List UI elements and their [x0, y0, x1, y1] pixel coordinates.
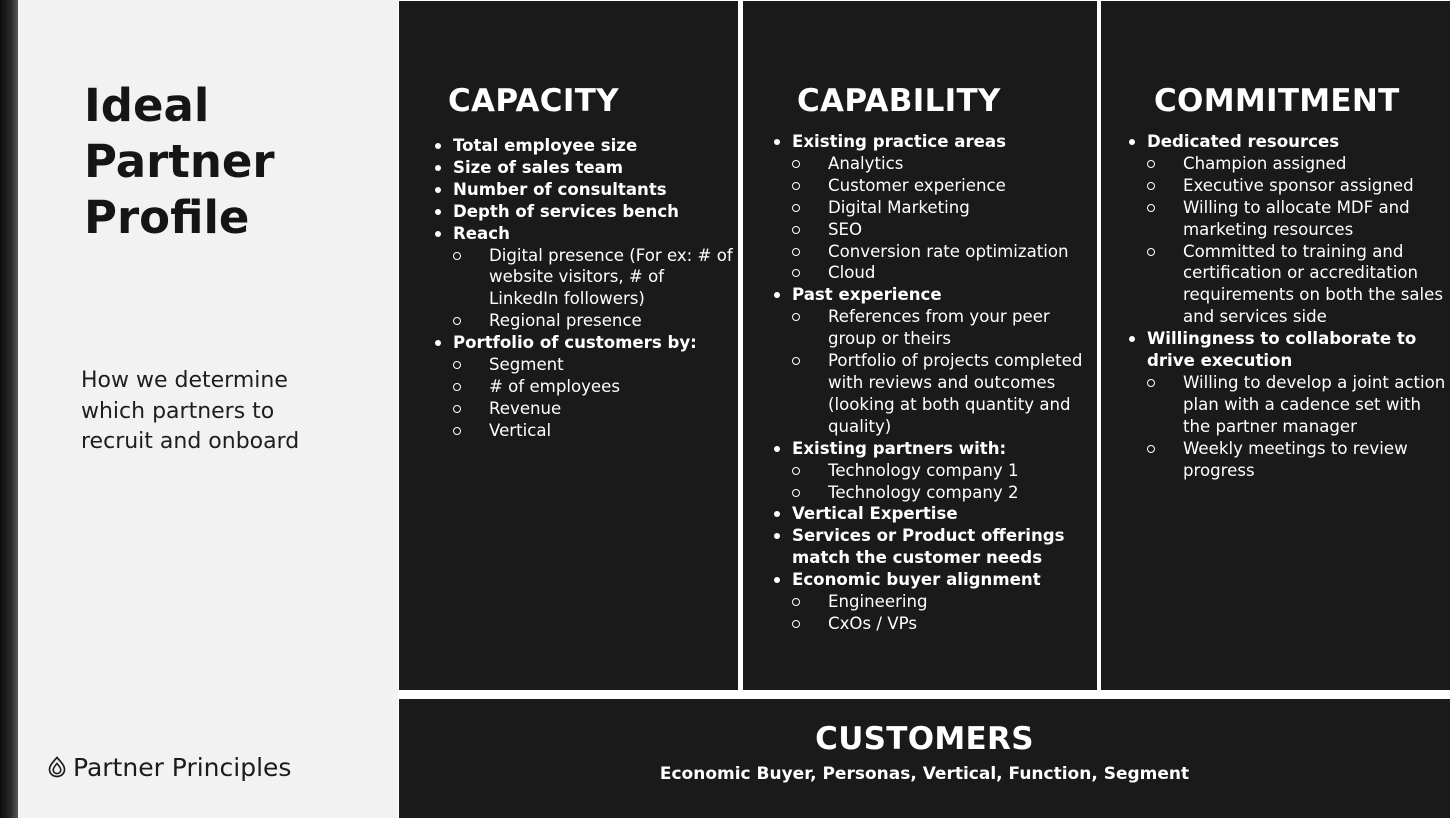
list-item-label: Number of consultants [453, 179, 667, 199]
title-line: Profile [84, 191, 250, 244]
sub-list [1147, 153, 1446, 328]
sub-list [792, 153, 1093, 284]
column-title: CAPACITY [448, 83, 619, 119]
sub-list-item: Digital presence (For ex: # of website visitors, # of LinkedIn followers) [489, 245, 733, 309]
bullet-list [1128, 131, 1446, 482]
sub-list-item: Champion assigned [1183, 153, 1446, 175]
title-line: Ideal [84, 79, 210, 132]
sub-list-item: Technology company 2 [828, 482, 1093, 504]
list-item-label: Dedicated resources [1147, 132, 1340, 151]
subtitle-line: How we determine [81, 368, 288, 393]
list-item-label: Willingness to collaborate to drive execution [1147, 329, 1417, 371]
page-title [84, 78, 384, 246]
sub-list [792, 591, 1093, 635]
brand-logo [47, 750, 291, 784]
sub-list-item: Digital Marketing [828, 197, 1093, 219]
sub-list-item: Cloud [828, 262, 1093, 284]
sub-list-item: Weekly meetings to review progress [1183, 438, 1446, 482]
brand-name: Partner Principles [73, 752, 292, 782]
list-item-label: Services or Product offerings match the customer needs [792, 526, 1065, 568]
left-edge-bar [0, 0, 18, 818]
bullet-list [434, 135, 734, 442]
capability-column [743, 1, 1097, 690]
sub-list-item: Willing to allocate MDF and marketing resources [1183, 197, 1446, 241]
sub-list [1147, 372, 1446, 482]
bullet-list [773, 131, 1093, 635]
list-item [773, 438, 1093, 504]
list-item-label: Existing practice areas [792, 132, 1006, 151]
sub-list-item: Committed to training and certification or accreditation requirements on both the sales and services side [1183, 241, 1446, 329]
sub-list-item: Segment [489, 354, 734, 376]
sub-list-item: SEO [828, 219, 1093, 241]
list-item-label: Depth of services bench [453, 201, 679, 221]
list-item [434, 135, 734, 157]
leaf-drop-logo-icon [47, 756, 67, 778]
list-item [773, 284, 1093, 437]
title-line: Partner [84, 135, 275, 188]
profile-panel [18, 0, 398, 818]
commitment-column [1101, 1, 1450, 690]
list-item-label: Total employee size [453, 136, 638, 155]
sub-list-item: CxOs / VPs [828, 613, 1093, 635]
sub-list [792, 306, 1093, 437]
list-item [434, 332, 734, 442]
subtitle-line: which partners to [81, 398, 275, 424]
list-item-label: Existing partners with: [792, 438, 1007, 458]
capacity-column [399, 1, 738, 690]
list-item [773, 525, 1093, 569]
column-title: CAPABILITY [797, 83, 1001, 119]
sub-list-item: Customer experience [828, 175, 1093, 197]
sub-list-item: Analytics [828, 153, 1093, 175]
list-item-label: Reach [453, 223, 510, 243]
sub-list-item: Technology company 1 [828, 460, 1093, 482]
list-item-label: Economic buyer alignment [792, 570, 1041, 590]
list-item [773, 503, 1093, 525]
sub-list-item: References from your peer group or theirs [828, 306, 1093, 350]
sub-list [453, 245, 734, 333]
list-item [1128, 131, 1446, 328]
sub-list-item: Conversion rate optimization [828, 241, 1093, 263]
list-item [434, 157, 734, 179]
sub-list-item: Willing to develop a joint action plan with a cadence set with the partner manager [1183, 372, 1446, 436]
page-subtitle [81, 366, 361, 458]
customers-title: CUSTOMERS [815, 721, 1034, 757]
sub-list-item: Vertical [489, 420, 734, 442]
list-item [434, 201, 734, 223]
sub-list [453, 354, 734, 442]
sub-list-item: Executive sponsor assigned [1183, 175, 1446, 197]
sub-list-item: # of employees [489, 376, 734, 398]
column-list [1128, 131, 1446, 482]
list-item [773, 569, 1093, 635]
list-item [1128, 328, 1446, 481]
sub-list-item: Engineering [828, 591, 1093, 613]
sub-list-item: Portfolio of projects completed with reviews and outcomes (looking at both quantity and quality) [828, 350, 1093, 438]
list-item [434, 223, 734, 333]
list-item [434, 179, 734, 201]
sub-list-item: Regional presence [489, 310, 734, 332]
column-list [434, 135, 734, 442]
sub-list [792, 460, 1093, 504]
list-item [773, 131, 1093, 284]
customers-panel [399, 699, 1450, 818]
list-item-label: Portfolio of customers by: [453, 333, 697, 353]
list-item-label: Vertical Expertise [792, 504, 958, 524]
customers-subtitle: Economic Buyer, Personas, Vertical, Function, Segment [659, 764, 1190, 784]
subtitle-line: recruit and onboard [81, 429, 300, 454]
list-item-label: Past experience [792, 285, 942, 305]
list-item-label: Size of sales team [453, 157, 624, 177]
column-title: COMMITMENT [1154, 83, 1400, 119]
sub-list-item: Revenue [489, 398, 734, 420]
column-list [773, 131, 1093, 635]
